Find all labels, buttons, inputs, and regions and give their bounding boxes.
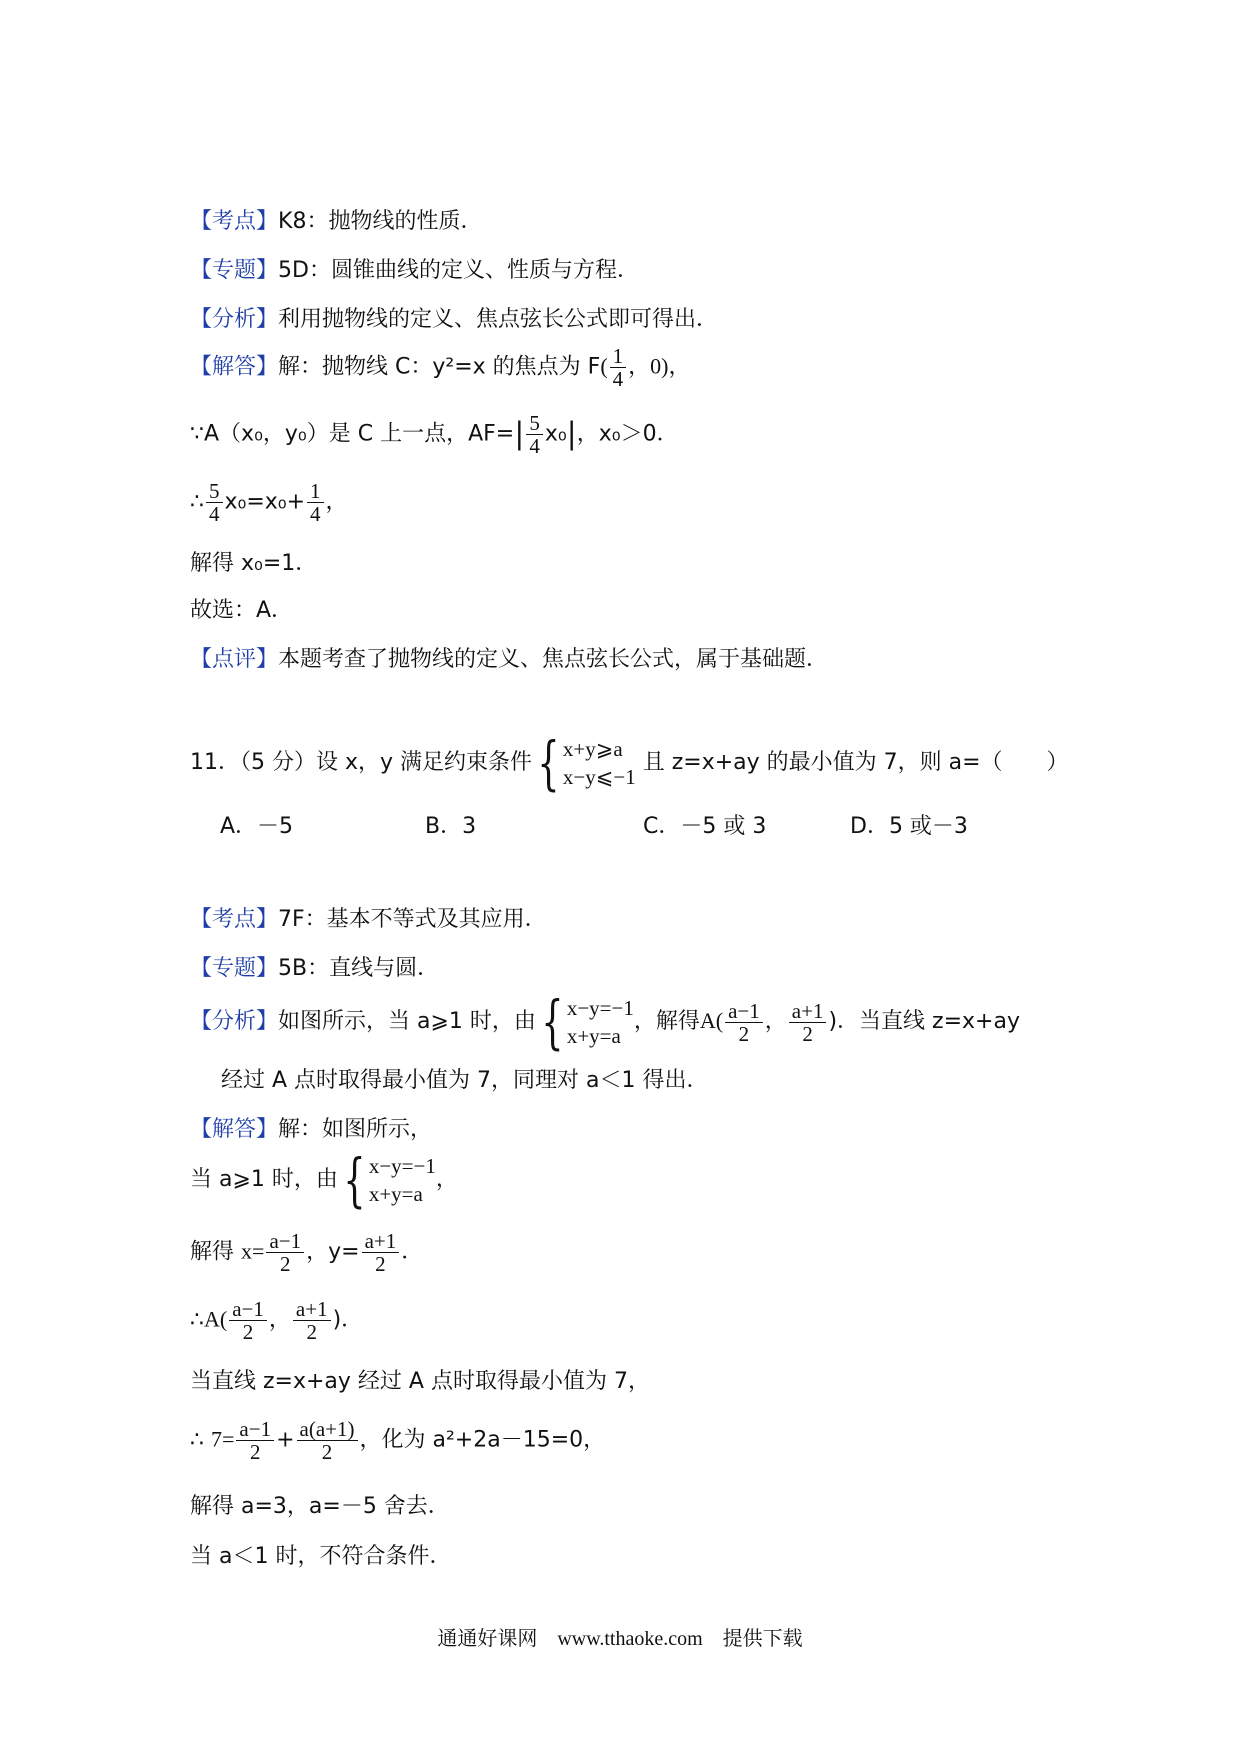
constraint-brace: { (537, 729, 560, 797)
q10-kaodian (190, 207, 482, 237)
q10-fenxi-text: 利用抛物线的定义、焦点弦长公式即可得出． (278, 307, 719, 332)
tag-kaodian: 【考点】 (190, 209, 279, 234)
q10-fenxi (190, 305, 718, 335)
option-b: B．3 (425, 814, 477, 839)
tag-fenxi: 【分析】 (190, 307, 279, 332)
q10-line2: ∵A（x₀，y₀）是 C 上一点，AF=| $\frac{5}{4}$ x₀|，x₀＞0． (190, 411, 679, 458)
q10-line3: ∴ $\frac{5}{4}$ x₀=x₀+ $\frac{1}{4}$ ， (190, 479, 348, 526)
tag-dianping: 【点评】 (190, 647, 279, 672)
tag-zhuanti: 【专题】 (190, 258, 279, 283)
q11-jieda: 【解答】解：如图所示， (190, 1117, 433, 1142)
q11-jieda-3: 解得 x= $\frac{a-1}{2}$ ，y= $\frac{a+1}{2}$ ． (190, 1229, 424, 1276)
option-a: A．－5 (220, 814, 294, 839)
one-fourth-fraction: $\frac{1}{4}$ (307, 480, 324, 525)
q10-line4: 解得 x₀=1． (190, 551, 318, 576)
q11-jieda-8: 当 a＜1 时，不符合条件． (190, 1544, 452, 1569)
option-d: D．5 或－3 (850, 814, 968, 839)
q11-jieda-7: 解得 a=3，a=－5 舍去． (190, 1494, 450, 1519)
page-footer: 通通好课网 www.tthaoke.com 提供下载 (437, 1628, 803, 1650)
focus-fraction: $\frac{1}{4}$ (610, 345, 627, 390)
q11-zhuanti: 【专题】5B：直线与圆． (190, 956, 440, 981)
q11-jieda-5: 当直线 z=x+ay 经过 A 点时取得最小值为 7， (190, 1369, 650, 1394)
q10-dianping-text: 本题考查了抛物线的定义、焦点弦长公式，属于基础题． (278, 647, 829, 672)
q11-stem: 11．（5 分）设 x，y 满足约束条件{ x+y⩾a x−y⩽−1 且 z=x+ay 的最小值为 7，则 a=（ ） (190, 729, 1069, 797)
fenxi-system: x−y=−1 x+y=a (566, 996, 634, 1048)
q11-jieda-2: 当 a⩾1 时，由{ x−y=−1 x+y=a ， (190, 1146, 458, 1214)
q11-jieda-4: ∴A( $\frac{a-1}{2}$ ， $\frac{a+1}{2}$ )． (190, 1297, 364, 1344)
focus-tail: ，0) (628, 353, 669, 379)
q11-fenxi: 【分析】如图所示，当 a⩾1 时，由{ x−y=−1 x+y=a ，解得A( $\frac{a-1}{2}$ ， $\frac{a+1}{2}$ )．当直线 z=x+ay (190, 988, 1020, 1056)
q10-dianping (190, 645, 828, 675)
q10-jieda-text: 解：抛物线 C：y²=x 的焦点为 F (278, 354, 601, 380)
q10-zhuanti (190, 256, 639, 286)
option-c: C．－5 或 3 (643, 814, 767, 839)
q10-jieda: 【解答】解：抛物线 C：y²=x 的焦点为 F( $\frac{1}{4}$ ，0)， (190, 344, 691, 391)
q11-kaodian: 【考点】7F：基本不等式及其应用． (190, 907, 547, 932)
q10-kaodian-text: K8：抛物线的性质． (278, 209, 483, 234)
q10-line5: 故选：A． (190, 598, 294, 623)
constraint-system: x+y⩾a x−y⩽−1 (562, 737, 636, 789)
af-fraction: $\frac{5}{4}$ (526, 412, 543, 457)
q11-fenxi-line2: 经过 A 点时取得最小值为 7，同理对 a＜1 得出． (221, 1068, 709, 1093)
q11-jieda-6: ∴ 7= $\frac{a-1}{2}$ + $\frac{a(a+1)}{2}$ ，化为 a²+2a－15=0， (190, 1417, 606, 1464)
q10-zhuanti-text: 5D：圆锥曲线的定义、性质与方程． (278, 258, 639, 283)
five-fourths-fraction: $\frac{5}{4}$ (206, 480, 223, 525)
tag-jieda: 【解答】 (190, 354, 279, 380)
